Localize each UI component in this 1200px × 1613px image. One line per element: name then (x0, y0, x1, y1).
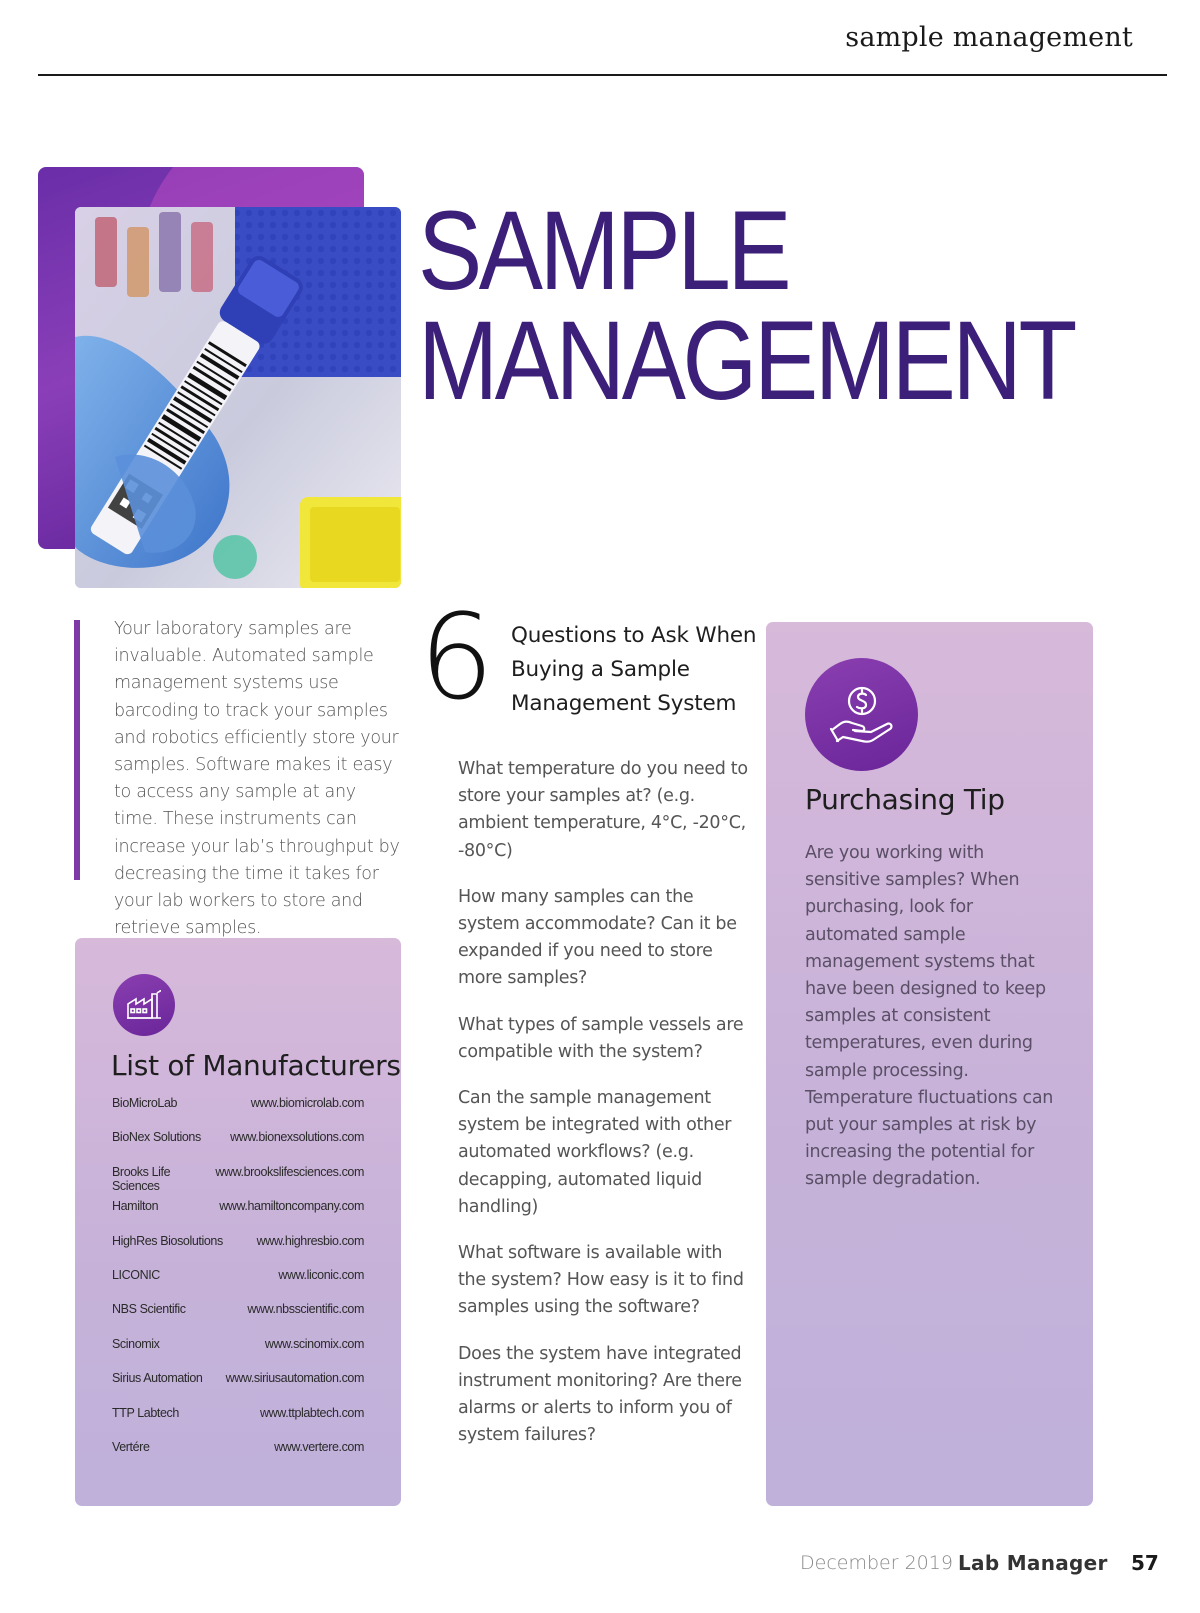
question-item: What software is available with the system? How easy is it to find samples using the software? (458, 1243, 744, 1318)
manufacturer-name: HighRes Biosolutions (112, 1233, 223, 1248)
manufacturer-row (112, 1406, 364, 1440)
question-item: Can the sample management system be integrated with other automated workflows? (e.g. decapping, automated liquid handling) (458, 1088, 732, 1217)
manufacturer-row (112, 1302, 364, 1336)
manufacturer-url[interactable]: www.vertere.com (274, 1439, 364, 1454)
manufacturer-name: BioMicroLab (112, 1096, 178, 1110)
manufacturer-url[interactable]: www.hamiltoncompany.com (219, 1199, 364, 1214)
manufacturer-name: BioNex Solutions (112, 1130, 201, 1145)
manufacturer-name: NBS Scientific (112, 1302, 186, 1317)
manufacturers-list (112, 1096, 364, 1474)
question-item: What types of sample vessels are compatible with the system? (458, 1014, 744, 1062)
factory-icon (113, 974, 175, 1036)
page-number: 57 (1131, 1551, 1159, 1575)
purchasing-tip-title: Purchasing Tip (805, 783, 1005, 816)
manufacturer-name: Sirius Automation (112, 1371, 203, 1386)
title-line-2: MANAGEMENT (418, 298, 1074, 423)
article-title (418, 188, 1074, 423)
manufacturer-row (112, 1199, 364, 1233)
manufacturer-row (112, 1371, 364, 1405)
manufacturer-url[interactable]: www.nbsscientific.com (247, 1302, 364, 1317)
manufacturer-url[interactable]: www.ttplabtech.com (260, 1405, 364, 1420)
purchasing-tip-text: Are you working with sensitive samples? When purchasing, look for automated sample management systems that have been designed to keep samples at consistent temperatures, even during sample processing. Temperature fluctuations can put your samples at risk by increasing the potential for sample degradation. (805, 843, 1054, 1190)
manufacturer-url[interactable]: www.biomicrolab.com (250, 1096, 364, 1110)
manufacturer-name: Vertére (112, 1439, 150, 1454)
questions-heading: Questions to Ask When Buying a Sample Management System (511, 623, 757, 716)
question-item: What temperature do you need to store your samples at? (e.g. ambient temperature, 4°C, -20°C, -80°C) (458, 759, 748, 861)
intro-paragraph: Your laboratory samples are invaluable. Automated sample management systems use barcoding to track your samples and robotics efficiently store your samples. Software makes it easy to access any sample at any time. These instruments can increase your lab’s throughput by decreasing the time it takes for your lab workers to store and retrieve samples. (114, 619, 400, 939)
manufacturer-url[interactable]: www.liconic.com (278, 1267, 364, 1282)
manufacturer-row (112, 1096, 364, 1130)
manufacturers-panel (75, 938, 401, 1506)
footer-date: December 2019 (800, 1552, 953, 1574)
intro-accent-bar (74, 620, 80, 880)
questions-list (458, 756, 748, 1468)
question-item: Does the system have integrated instrument monitoring? Are there alarms or alerts to inform you of system failures? (458, 1343, 742, 1446)
manufacturer-name: Scinomix (112, 1336, 160, 1351)
questions-number: 6 (419, 588, 495, 726)
running-head: sample management (845, 22, 1133, 53)
manufacturer-row (112, 1130, 364, 1164)
manufacturer-url[interactable]: www.bionexsolutions.com (230, 1130, 364, 1145)
manufacturer-name: Hamilton (112, 1199, 159, 1214)
manufacturer-row (112, 1165, 364, 1199)
purchasing-tip-panel (766, 622, 1093, 1506)
sample-tube-photo (75, 207, 401, 588)
title-line-1: SAMPLE (418, 188, 789, 313)
manufacturer-row (112, 1268, 364, 1302)
manufacturer-row (112, 1337, 364, 1371)
manufacturer-url[interactable]: www.siriusautomation.com (225, 1371, 364, 1386)
manufacturer-name: Brooks Life Sciences (112, 1164, 171, 1193)
header-rule (38, 74, 1167, 76)
manufacturer-name: TTP Labtech (112, 1405, 179, 1420)
manufacturer-name: LICONIC (112, 1267, 160, 1282)
manufacturers-title: List of Manufacturers (111, 1049, 401, 1082)
manufacturer-row (112, 1234, 364, 1268)
footer-magazine: Lab Manager (958, 1551, 1108, 1575)
manufacturer-url[interactable]: www.scinomix.com (264, 1336, 364, 1351)
manufacturer-row (112, 1440, 364, 1474)
manufacturer-url[interactable]: www.highresbio.com (256, 1233, 364, 1248)
question-item: How many samples can the system accommodate? Can it be expanded if you need to store more samples? (458, 886, 737, 989)
hand-dollar-icon (805, 658, 918, 771)
manufacturer-url[interactable]: www.brookslifesciences.com (215, 1164, 364, 1179)
